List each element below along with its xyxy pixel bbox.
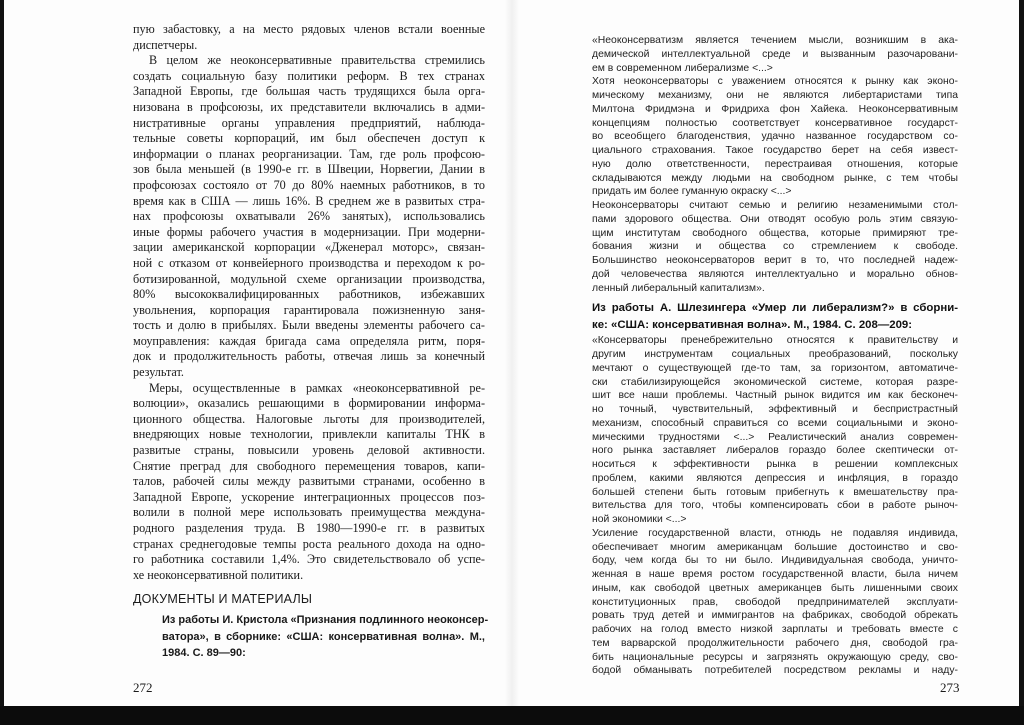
text-line: ленный либеральный капитализм».	[592, 282, 765, 294]
text-line: Меры, осуществленные в рамках «неоконсервативной ре-	[149, 380, 485, 395]
text-line: Снятие преград для свободного перемещения товаров, капи-	[133, 458, 485, 473]
text-line: Большинство неоконсерваторов верит в то, что последней надеж-	[592, 255, 958, 266]
text-line: талов, рабочей силы между развитыми странами, особенно в	[133, 474, 485, 489]
text-line: конституционных прав, свободой предпринимателей эксплуати-	[592, 596, 958, 608]
text-line: щим институтам свободного общества, которые примиряют тре-	[592, 227, 958, 239]
text-line: В целом же неоконсервативные правительства стремились	[149, 53, 485, 68]
section-heading: ДОКУМЕНТЫ И МАТЕРИАЛЫ	[133, 592, 313, 607]
text-line: моуправления: каждая бригада сама определяла ритм, поря-	[133, 333, 485, 348]
quote-paragraph	[592, 75, 958, 199]
text-line: ботизированной, модульной схеме организации производства,	[133, 271, 485, 286]
text-line: нах профсоюзы охватывали 26% занятых), использовались	[133, 209, 485, 224]
text-line: волили в полной мере использовать преимущества междуна-	[133, 505, 485, 520]
text-line: Неоконсерваторы считают семью и религию незаменимыми стол-	[592, 200, 958, 211]
text-line: нистративные органы управления предприятий, наблюда-	[133, 115, 485, 130]
paragraph	[133, 53, 485, 380]
scan-edge-right	[1019, 0, 1024, 725]
text-line: тем варварской продолжительности рабочего дня, свободой гра-	[592, 637, 958, 649]
text-line: «Неоконсерватизм является течением мысли, возникшим в ака-	[592, 35, 958, 46]
text-line: придать им более гуманную окраску <...>	[592, 186, 792, 198]
scan-bottom-shadow	[0, 706, 1024, 725]
text-line: Западной Европе, ускорение интеграционных процессов поз-	[133, 489, 485, 504]
text-line: ски стабилизирующейся экономической системе, которая разре-	[592, 376, 958, 388]
text-line: ем в современном либерализме <...>	[592, 62, 773, 74]
text-line: родного разделения труда. В 1980—1990-е гг. в развитых	[133, 521, 485, 535]
text-line: диспетчеры.	[133, 37, 198, 52]
text-line: иные формы рабочего участия в модернизации. При модерни-	[133, 224, 485, 239]
text-line: пами здорового общества. Они отводят особую роль этим связую-	[592, 213, 958, 225]
text-line: странах среднегодовые темпы роста реального дохода на одно-	[133, 536, 485, 551]
text-line: 80% высококвалифицированных работников, избежавших	[133, 287, 485, 302]
source-citation	[162, 612, 489, 662]
text-line: результат.	[133, 365, 184, 380]
text-line: ционного общества. Налоговые льготы для производителей,	[133, 411, 485, 426]
text-line: «Консерваторы пренебрежительно относятся к правительству и	[592, 335, 958, 347]
text-line: мическими трудностями <...> Реалистический анализ современ-	[592, 431, 958, 443]
scan-edge-left	[0, 0, 4, 725]
text-line: вительства для того, чтобы компенсировать сбои в работе рыноч-	[592, 500, 958, 512]
text-line: хе неоконсервативной политики.	[133, 567, 304, 582]
text-line: создать социальную базу политики реформ. В тех странах	[133, 68, 485, 83]
text-line: другим инструментам социальных преобразований, поскольку	[592, 349, 958, 360]
text-line: проблем, какими являются депрессия и инфляция, в гораздо	[592, 472, 958, 484]
text-line: время как в США — лишь 16%. В среднем же в развитых стра-	[133, 193, 485, 208]
left-page	[133, 22, 489, 662]
text-line: увольнения, корпорация гарантировала пожизненную заня-	[133, 302, 485, 317]
right-page	[592, 34, 958, 678]
page-number-left: 272	[133, 680, 153, 695]
text-line: ной экономики <...>	[592, 514, 687, 525]
text-line: ке: «США: консервативная волна». М., 1984. С. 208—209:	[592, 318, 913, 331]
page-number-right: 273	[940, 680, 960, 695]
text-line: бить национальные ресурсы и загрязнять окружающую среду, сво-	[592, 651, 958, 663]
text-line: Западной Европы, где большая часть трудящихся была орга-	[133, 84, 485, 99]
quote-paragraph	[592, 527, 958, 678]
text-line: док и продолжительность работы, отвечая лишь за конечный	[133, 349, 485, 364]
text-line: внедряющих новые технологии, привлекли капиталы ТНК в	[133, 427, 485, 442]
text-line: Хотя неоконсерваторы с уважением относятся к рынку как эконо-	[592, 76, 958, 88]
text-line: носиться к эффективности рынка в решении комплексных	[592, 459, 958, 470]
text-line: развитые страны, повысили уровень деловой активности.	[133, 443, 485, 458]
text-line: Усиление государственной власти, отнюдь не подавляя индивида,	[592, 527, 958, 539]
text-line: бования жизни и общества со стремлением к свободе.	[592, 241, 958, 253]
text-line: демической интеллектуальной среде и вызванным разочаровани-	[592, 48, 958, 60]
text-line: ровать труд детей и иммигрантов на фабриках, свободой обрекать	[592, 610, 958, 622]
text-line: рабочих на голод вместо низкой зарплаты и требовать вместе с	[592, 624, 958, 635]
text-line: тельные советы корпораций, им был обеспечен доступ к	[133, 131, 485, 146]
text-line: 1984. С. 89—90:	[162, 647, 246, 660]
text-line: шит все наши проблемы. Частный рынок видится им как бесконеч-	[592, 390, 958, 402]
text-line: циального страхования. Такое государство берет на себя извест-	[592, 145, 958, 156]
text-line: го работника составили 1,4%. Это свидетельствовало об успе-	[133, 552, 485, 567]
text-line: мечтают о существующей где-то там, за горизонтом, автоматиче-	[592, 362, 958, 374]
text-line: большей степени быть готовым прибегнуть к вмешательству пра-	[592, 486, 958, 498]
text-line: женная в наше время ростом государственной власти, была ничем	[592, 569, 958, 580]
text-line: низована в профсоюзы, их представители включались в адми-	[133, 99, 485, 114]
source-citation	[592, 300, 958, 333]
text-line: бодой обманывать потребителей посредством рекламы и наду-	[592, 665, 958, 677]
paragraph	[133, 381, 485, 584]
text-line: механизм, способный справиться со всеми социальными и эконо-	[592, 417, 958, 429]
text-line: зации американской корпорации «Дженерал моторс», связан-	[133, 240, 485, 255]
text-line: концепциям полностью соответствует консервативное государст-	[592, 117, 958, 129]
quote-paragraph	[592, 334, 958, 527]
text-line: ной с отказом от конвейерного производства и переходом к ро-	[133, 255, 485, 270]
text-line: Милтона Фридмэна и Фридриха фон Хайека. Неоконсервативным	[592, 103, 958, 115]
text-line: тость и долю в прибылях. Были введены элементы рабочего са-	[133, 318, 485, 333]
text-line: Из работы А. Шлезингера «Умер ли либерализм?» в сборни-	[592, 302, 958, 315]
paragraph	[133, 22, 485, 53]
text-line: мическому механизму, они не являются либертаристами типа	[592, 90, 958, 101]
text-line: обеспечивает многим американцам большие достоинство и сво-	[592, 541, 958, 553]
text-line: ного рынка заставляет либералов гораздо более скептически от-	[592, 445, 958, 457]
quote-paragraph	[592, 34, 958, 75]
book-spine-fold	[505, 0, 519, 725]
text-line: во всеобщего благоденствия, удачно названное государством со-	[592, 131, 958, 143]
text-line: но точный, чувствительный, эффективный и беспристрастный	[592, 404, 958, 415]
text-line: зов была меньшей (в 1990-е гг. в Швеции, Норвегии, Дании в	[133, 162, 485, 177]
text-line: иным, как свободой цветных американцев быть лишенными своих	[592, 582, 958, 594]
text-line: ную долю ответственности, перестраивая отношения, которые	[592, 158, 958, 170]
text-line: Из работы И. Кристола «Признания подлинного неоконсер-	[162, 614, 489, 627]
text-line: ватора», в сборнике: «США: консервативная волна». М.,	[162, 630, 485, 643]
text-line: дой человечества являются интеллектуально и морально обнов-	[592, 268, 958, 280]
text-line: складываются между людьми на свободном рынке, с тем чтобы	[592, 172, 958, 184]
text-line: информации о планах реорганизации. Там, где роль профсою-	[133, 146, 485, 161]
quote-paragraph	[592, 199, 958, 295]
text-line: волюции», оказались решающими в формировании информа-	[133, 396, 485, 411]
text-line: профсоюзах состояло от 70 до 80% наемных работников, в то	[133, 177, 485, 192]
text-line: пую забастовку, а на место рядовых членов встали военные	[133, 22, 485, 36]
text-line: боду, чем когда бы то ни было. Индивидуальная свобода, уничто-	[592, 555, 958, 567]
